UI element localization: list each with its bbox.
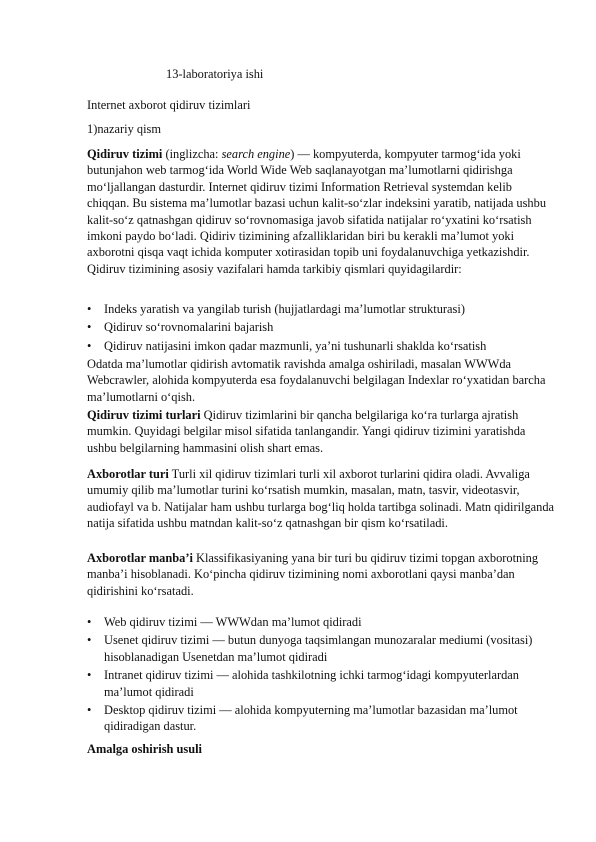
bullet-icon: • [87,668,92,683]
term-turlari: Qidiruv tizimi turlari [87,408,201,422]
info-types-text: Turli xil qidiruv tizimlari turli xil axborot turlarini qidira oladi. Avvaliga umumiy qilib ma’lumotlar turini ko‘rsatish mumkin, masalan, matn, tasvir, videotasvir, audiofayl va b. Natijalar ham ushbu turlarga bog‘liq holda tartibga solinadi. Matn qidirilganda natija sifatida ushbu matndan kalit-so‘z qatnashgan bir qism ko‘rsatiladi. [87,467,555,531]
source-text: Klassifikasiyaning yana bir turi bu qidiruv tizimi topgan axborotning manba’i hisoblanadi. Ko‘pincha qidiruv tizimining nomi axborotlani qaysi manba’dan qidirishini ko‘rsatadi. [87,551,539,598]
list-item [87,614,557,630]
term-qidiruv-tizimi: Qidiruv tizimi [87,147,163,161]
term-manba: Axborotlar manba’i [87,551,193,565]
list-item-text: Desktop qidiruv tizimi — alohida kompyuterning ma’lumotlar bazasidan ma’lumot qidiradigan dastur. [104,703,518,734]
bullet-icon: • [87,615,92,629]
list-item [87,301,557,317]
lab-title: 13-laboratoriya ishi [166,67,264,81]
paragraph-types [87,407,557,456]
functions-list [87,301,557,354]
paragraph-implementation [87,741,557,757]
paragraph-source [87,550,557,599]
list-item [87,702,557,735]
list-item-text: Qidiruv natijasini imkon qadar mazmunli, ya’ni tushunarli shaklda ko‘rsatish [104,338,487,353]
term-axborotlar-turi: Axborotlar turi [87,467,169,481]
bullet-icon: • [87,302,92,316]
paren-open: (inglizcha: [162,147,222,161]
bullet-icon: • [87,320,92,335]
list-item-text: Indeks yaratish va yangilab turish (hujjatlardagi ma’lumotlar strukturasi) [104,302,465,316]
list-item [87,632,557,665]
list-item-text: Usenet qidiruv tizimi — butun dunyoga taqsimlangan munozaralar mediumi (vositasi) hisoblanadigan Usenetdan ma’lumot qidiradi [104,633,533,664]
paragraph-definition [87,146,557,277]
list-item [87,338,557,354]
types-text: Qidiruv tizimlarini bir qancha belgilariga ko‘ra turlarga ajratish mumkin. Quyidagi belgilar misol sifatida tanlangandir. Yangi qidiruv tizimini yaratishda ushbu belgilarning hammasini olish shart emas. [87,408,526,455]
automation-text: Odatda ma’lumotlar qidirish avtomatik ravishda amalga oshiriladi, masalan WWWda Webcrawler, alohida kompyuterda esa foydalanuvchi belgilagan Indexlar ro‘yxatidan barcha ma’lumotlarni o‘qish. [87,357,546,404]
paragraph-info-types [87,466,557,532]
bullet-icon: • [87,338,92,353]
list-item-text: Web qidiruv tizimi — WWWdan ma’lumot qidiradi [104,615,362,629]
list-item-text: Qidiruv so‘rovnomalarini bajarish [104,320,274,335]
bullet-icon: • [87,703,92,718]
list-item-text: Intranet qidiruv tizimi — alohida tashkilotning ichki tarmog‘idagi kompyuterlardan ma’lumot qidiradi [104,668,519,699]
list-item [87,319,557,335]
heading-implementation: Amalga oshirish usuli [87,742,202,756]
definition-text: ) — kompyuterda, kompyuter tarmog‘ida yoki butunjahon web tarmog‘ida World Wide Web saqlanayotgan ma’lumotlarni qidirishga mo‘ljallangan dasturdir. Internet qidiruv tizimi Information Retrieval systemdan kelib chiqqan. Bu sistema ma’lumotlar bazasi uchun kalit-so‘zlar indeksini yaratib, natijada ushbu kalit-so‘z qatnashgan qidiruv so‘rovnomasiga javob sifatida natijalar ro‘yxatini ko‘rsatish imkoni paydo bo‘ladi. Qidiriv tizimining afzalliklaridan biri bu kerakli ma’lumot yoki axborotni qisqa vaqt ichida komputer xotirasidan topib uni foydalanuvchiga yetkazishdir. Qidiruv tizimining asosiy vazifalari hamda tarkibiy qismlari quyidagilardir: [87,147,547,276]
section-heading: 1)nazariy qism [87,122,161,136]
bullet-icon: • [87,633,92,648]
english-term: search engine [221,147,291,161]
engine-types-list [87,614,557,735]
list-item [87,667,557,700]
paragraph-automation [87,356,557,405]
lab-subtitle: Internet axborot qidiruv tizimlari [87,98,251,112]
